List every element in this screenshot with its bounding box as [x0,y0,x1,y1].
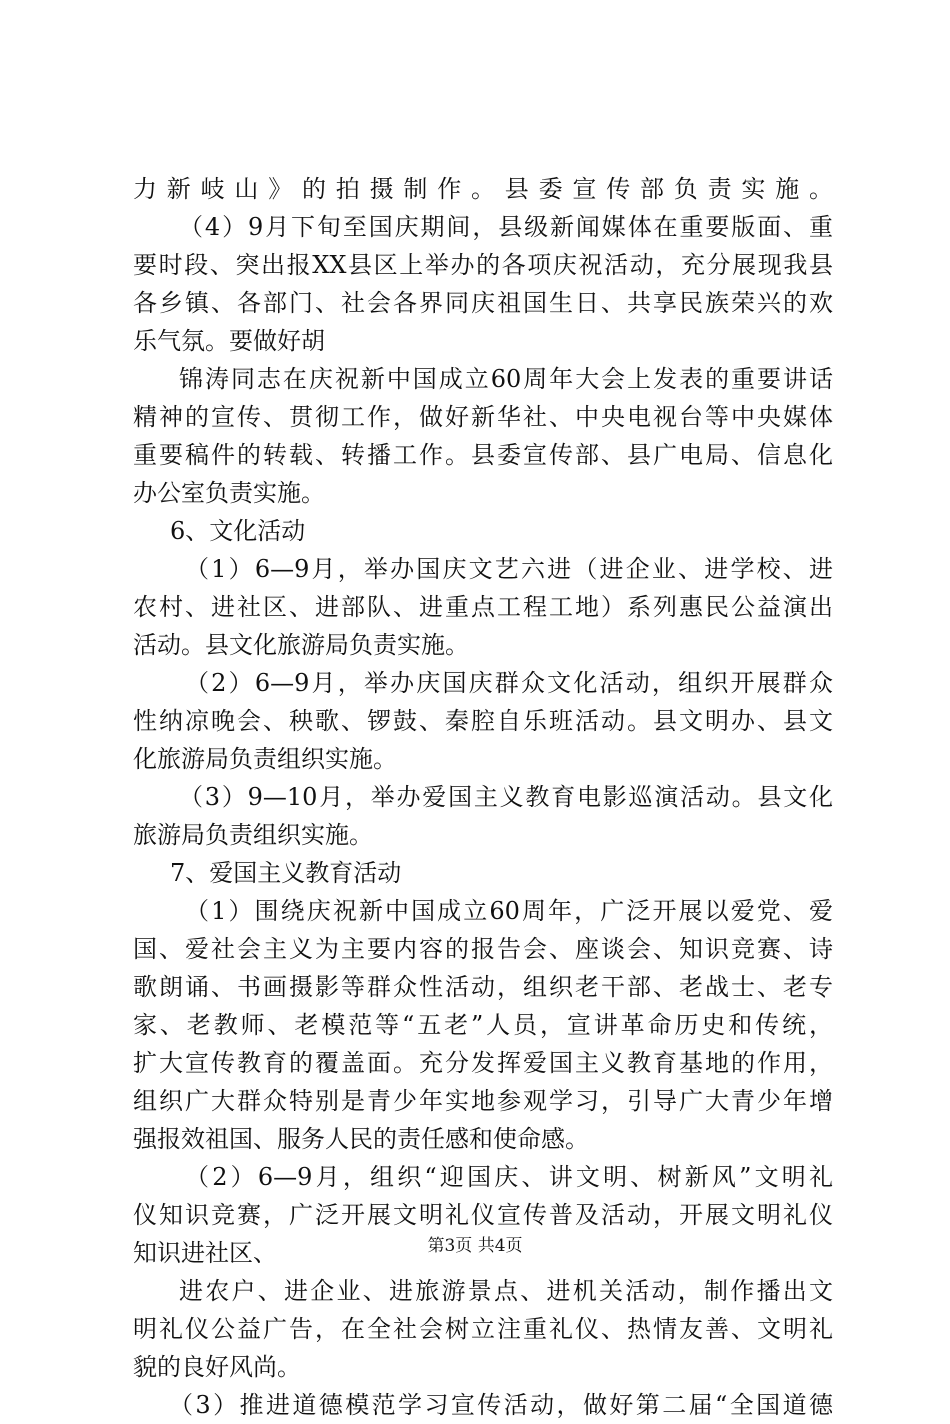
text-line: （3）9—10月，举办爱国主义教育电影巡演活动。县文化 [179,783,833,811]
text-line: 各乡镇、各部门、社会各界同庆祖国生日、共享民族荣兴的欢 [133,289,833,317]
text-line: 强报效祖国、服务人民的责任感和使命感。 [133,1125,589,1153]
text-line: 仪知识竞赛，广泛开展文明礼仪宣传普及活动，开展文明礼仪 [133,1201,833,1229]
text-line: （2）6—9月，组织“迎国庆、讲文明、树新风”文明礼 [185,1163,833,1191]
text-line: 乐气氛。要做好胡 [133,327,325,355]
text-line: 扩大宣传教育的覆盖面。充分发挥爱国主义教育基地的作用， [133,1049,833,1077]
text-line: 歌朗诵、书画摄影等群众性活动，组织老干部、老战士、老专 [133,973,833,1001]
text-line: 锦涛同志在庆祝新中国成立60周年大会上发表的重要讲话 [179,365,833,393]
text-line: 性纳凉晚会、秧歌、锣鼓、秦腔自乐班活动。县文明办、县文 [133,707,833,735]
text-line: 貌的良好风尚。 [133,1353,301,1381]
text-line: 旅游局负责组织实施。 [133,821,373,849]
text-line: 重要稿件的转载、转播工作。县委宣传部、县广电局、信息化 [133,441,833,469]
text-line: （1）围绕庆祝新中国成立60周年，广泛开展以爱党、爱 [185,897,833,925]
text-line: 精神的宣传、贯彻工作，做好新华社、中央电视台等中央媒体 [133,403,833,431]
text-line: 要时段、突出报XX县区上举办的各项庆祝活动，充分展现我县 [133,251,833,279]
text-line: 知识进社区、 [133,1239,277,1267]
page-footer: 第3页 共4页 [427,1236,523,1256]
section-heading: 7、爱国主义教育活动 [170,859,402,887]
section-heading: 6、文化活动 [170,517,306,545]
text-line: 明礼仪公益广告，在全社会树立注重礼仪、热情友善、文明礼 [133,1315,833,1343]
text-line: 力新岐山》的拍摄制作。县委宣传部负责实施。 [133,175,833,203]
text-line: 国、爱社会主义为主要内容的报告会、座谈会、知识竞赛、诗 [133,935,833,963]
text-line: 组织广大群众特别是青少年实地参观学习，引导广大青少年增 [133,1087,833,1115]
text-line: 农村、进社区、进部队、进重点工程工地）系列惠民公益演出 [133,593,833,621]
text-line: （1）6—9月，举办国庆文艺六进（进企业、进学校、进 [185,555,833,583]
text-line: （2）6—9月，举办庆国庆群众文化活动，组织开展群众 [185,669,833,697]
text-line: 进农户、进企业、进旅游景点、进机关活动，制作播出文 [179,1277,833,1305]
text-line: 家、老教师、老模范等“五老”人员，宣讲革命历史和传统， [133,1011,833,1039]
text-line: 化旅游局负责组织实施。 [133,745,397,773]
text-line: 活动。县文化旅游局负责实施。 [133,631,469,659]
text-line: （3）推进道德模范学习宣传活动，做好第二届“全国道德 [169,1391,833,1419]
text-line: （4）9月下旬至国庆期间，县级新闻媒体在重要版面、重 [179,213,833,241]
text-line: 办公室负责实施。 [133,479,325,507]
